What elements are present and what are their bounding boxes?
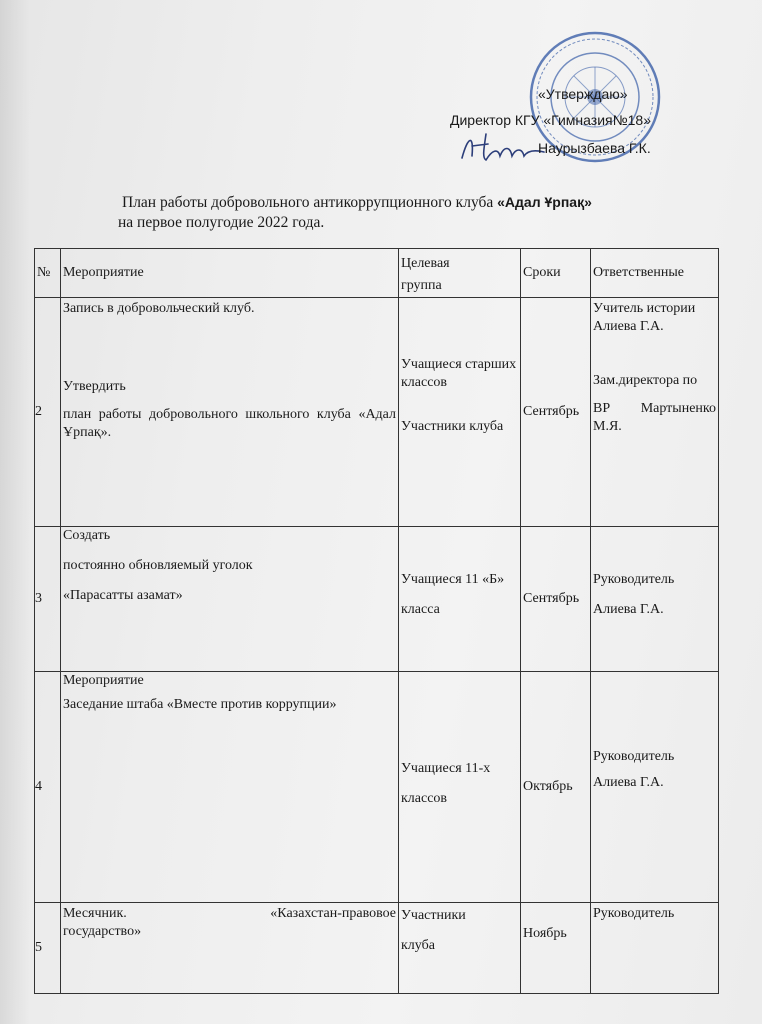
target-line: классов bbox=[401, 791, 448, 806]
table-row bbox=[35, 903, 719, 994]
row-responsible bbox=[591, 298, 719, 527]
row-dates: Октябрь bbox=[521, 672, 591, 903]
row-responsible bbox=[591, 527, 719, 672]
signature-icon bbox=[458, 128, 548, 168]
title-line1: План работы добровольного антикоррупционного клуба bbox=[122, 194, 494, 211]
target-line: Участники клуба bbox=[401, 419, 504, 434]
resp-line: Алиева Г.А. bbox=[593, 602, 664, 617]
header-dates: Сроки bbox=[521, 249, 591, 298]
header-responsible: Ответственные bbox=[591, 249, 719, 298]
row-num: 2 bbox=[35, 298, 61, 527]
event-line: Утвердить bbox=[63, 379, 126, 394]
target-line: Учащиеся 11-х bbox=[401, 761, 491, 776]
event-line: Создать bbox=[63, 528, 111, 543]
approval-name: Наурызбаева Г.К. bbox=[538, 140, 651, 156]
row-dates: Сентябрь bbox=[521, 527, 591, 672]
event-line: государство» bbox=[63, 924, 142, 939]
target-line: клуба bbox=[401, 938, 435, 953]
row-event bbox=[61, 903, 399, 994]
table-row bbox=[35, 527, 719, 672]
row-target bbox=[399, 672, 521, 903]
event-line: Запись в добровольческий клуб. bbox=[63, 301, 255, 316]
title-line2: на первое полугодие 2022 года. bbox=[118, 214, 325, 231]
dates-line: Ноябрь bbox=[523, 926, 567, 941]
resp-line: Алиева Г.А. bbox=[593, 775, 664, 790]
row-responsible bbox=[591, 903, 719, 994]
row-dates bbox=[521, 903, 591, 994]
row-responsible bbox=[591, 672, 719, 903]
page-shadow bbox=[0, 0, 30, 1024]
row-target bbox=[399, 903, 521, 994]
event-line: план работы добровольного школьного клуба «Адал Ұрпақ». bbox=[63, 407, 396, 440]
event-line: Мероприятие bbox=[63, 673, 144, 688]
header-event: Мероприятие bbox=[61, 249, 399, 298]
resp-line: Учитель истории Алиева Г.А. bbox=[593, 301, 696, 334]
table-row bbox=[35, 672, 719, 903]
resp-line: ВР Мартыненко М.Я. bbox=[593, 401, 716, 434]
event-line: постоянно обновляемый уголок bbox=[63, 558, 253, 573]
event-line: Заседание штаба «Вместе против коррупции» bbox=[63, 697, 337, 712]
target-line: Учащиеся старших классов bbox=[401, 357, 517, 390]
club-name: «Адал Ұрпақ» bbox=[497, 194, 592, 210]
resp-line: Руководитель bbox=[593, 749, 675, 764]
event-line: «Казахстан-правовое bbox=[270, 906, 396, 921]
row-num: 3 bbox=[35, 527, 61, 672]
row-event bbox=[61, 298, 399, 527]
row-target bbox=[399, 527, 521, 672]
header-num: № bbox=[35, 249, 61, 298]
row-event bbox=[61, 527, 399, 672]
target-line: класса bbox=[401, 602, 440, 617]
row-dates: Сентябрь bbox=[521, 298, 591, 527]
row-target bbox=[399, 298, 521, 527]
event-line-wrap bbox=[63, 905, 396, 923]
row-num: 5 bbox=[35, 903, 61, 994]
event-line: «Парасатты азамат» bbox=[63, 588, 183, 603]
approval-director: Директор КГУ «Гимназия№18» bbox=[450, 112, 651, 128]
table-header-row bbox=[35, 249, 719, 298]
event-line: Месячник. bbox=[63, 906, 127, 921]
target-line: Учащиеся 11 «Б» bbox=[401, 572, 505, 587]
approval-heading: «Утверждаю» bbox=[538, 86, 628, 102]
document-title bbox=[118, 192, 592, 233]
resp-line: Руководитель bbox=[593, 572, 675, 587]
row-event bbox=[61, 672, 399, 903]
header-target bbox=[399, 249, 521, 298]
plan-table bbox=[34, 248, 719, 994]
header-target-2: группа bbox=[401, 278, 442, 293]
resp-line: Зам.директора по bbox=[593, 373, 698, 388]
row-num: 4 bbox=[35, 672, 61, 903]
target-line: Участники bbox=[401, 908, 466, 923]
table-row bbox=[35, 298, 719, 527]
resp-line: Руководитель bbox=[593, 906, 675, 921]
header-target-1: Целевая bbox=[401, 256, 450, 271]
